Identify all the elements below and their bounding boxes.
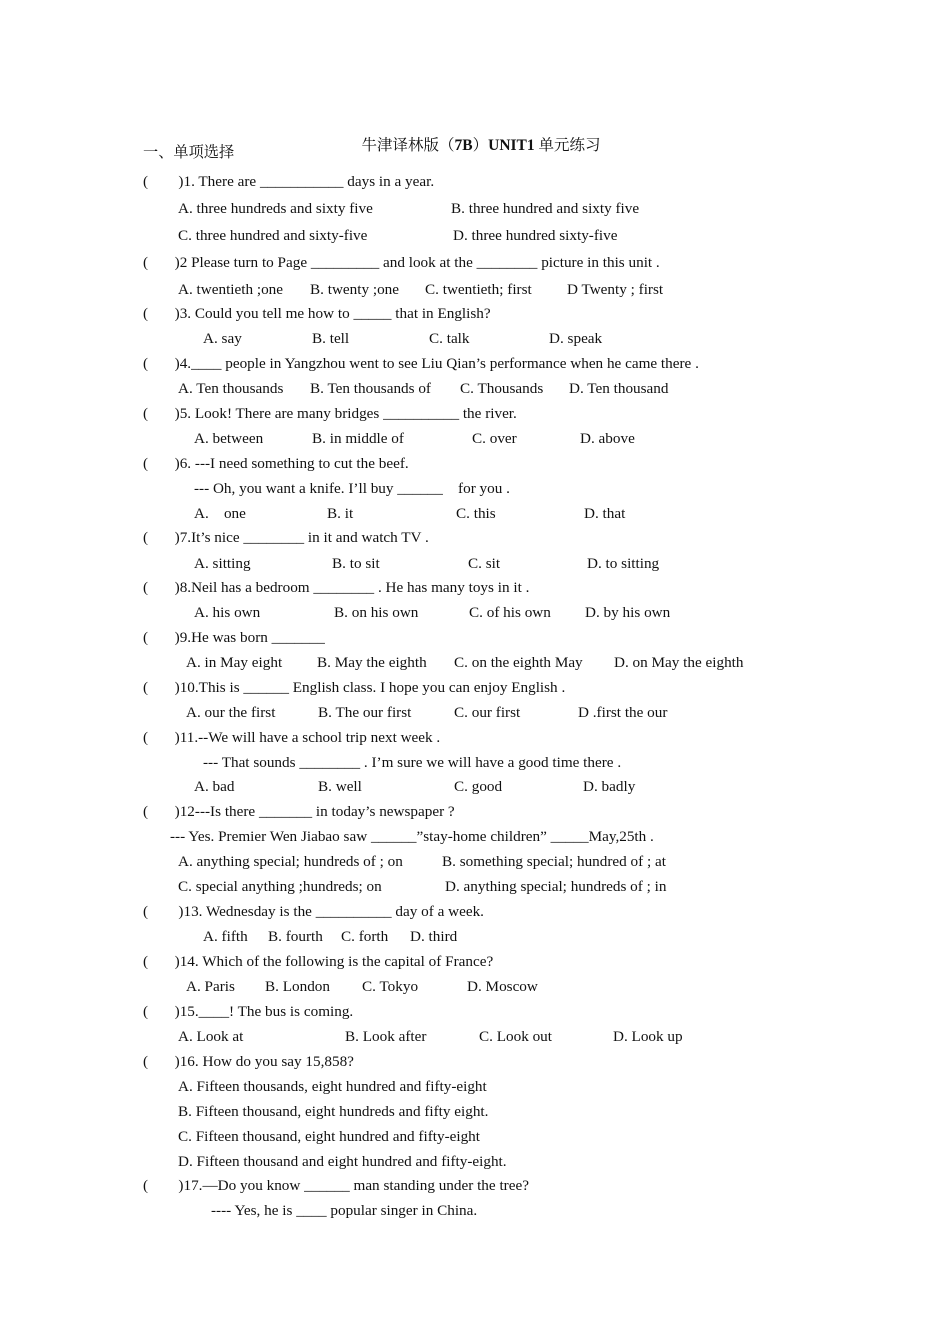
q8-option-b: B. on his own: [334, 604, 419, 621]
q13-option-d: D. third: [410, 928, 458, 945]
q6-option-a: A. one: [194, 505, 246, 522]
q15-option-c: C. Look out: [479, 1028, 552, 1045]
q14-option-b: B. London: [265, 978, 330, 995]
question-11: ( )11.--We will have a school trip next week .: [143, 729, 441, 746]
q14-option-c: C. Tokyo: [362, 978, 419, 995]
q3-option-d: D. speak: [549, 330, 603, 347]
q11-option-b: B. well: [318, 778, 362, 795]
q3-option-a: A. say: [203, 330, 242, 347]
q15-option-d: D. Look up: [613, 1028, 683, 1045]
q8-option-a: A. his own: [194, 604, 261, 621]
question-13: ( )13. Wednesday is the __________ day of a week.: [143, 903, 484, 920]
q4-option-c: C. Thousands: [460, 380, 544, 397]
q11-reply: --- That sounds ________ . I’m sure we will have a good time there .: [203, 754, 622, 771]
q3-option-b: B. tell: [312, 330, 350, 347]
q10-option-a: A. our the first: [186, 704, 276, 721]
question-5: ( )5. Look! There are many bridges __________ the river.: [143, 405, 517, 422]
q7-option-c: C. sit: [468, 555, 501, 572]
q5-option-c: C. over: [472, 430, 517, 447]
q1-option-d: D. three hundred sixty-five: [453, 227, 618, 244]
question-1: ( )1. There are ___________ days in a year.: [143, 173, 435, 190]
question-17: ( )17.—Do you know ______ man standing under the tree?: [143, 1177, 529, 1194]
q14-option-a: A. Paris: [186, 978, 235, 995]
title-code: 7B: [454, 137, 473, 154]
q5-option-a: A. between: [194, 430, 264, 447]
q4-option-a: A. Ten thousands: [178, 380, 284, 397]
q10-option-d: D .first the our: [578, 704, 668, 721]
q2-option-c: C. twentieth; first: [425, 281, 532, 298]
q12-option-a: A. anything special; hundreds of ; on: [178, 853, 403, 870]
q13-option-a: A. fifth: [203, 928, 248, 945]
q12-reply: --- Yes. Premier Wen Jiabao saw ______”stay-home children” _____May,25th .: [170, 828, 654, 845]
q8-option-d: D. by his own: [585, 604, 671, 621]
document-title: [346, 119, 601, 173]
q16-option-b: B. Fifteen thousand, eight hundreds and fifty eight.: [178, 1103, 489, 1120]
q5-option-d: D. above: [580, 430, 635, 447]
q2-option-d: D Twenty ; first: [567, 281, 664, 298]
question-8: ( )8.Neil has a bedroom ________ . He has many toys in it .: [143, 579, 530, 596]
q16-option-c: C. Fifteen thousand, eight hundred and fifty-eight: [178, 1128, 480, 1145]
q6-option-c: C. this: [456, 505, 496, 522]
q6-option-d: D. that: [584, 505, 626, 522]
q6-option-b: B. it: [327, 505, 354, 522]
question-15: ( )15.____! The bus is coming.: [143, 1003, 354, 1020]
q15-option-a: A. Look at: [178, 1028, 244, 1045]
q12-option-c: C. special anything ;hundreds; on: [178, 878, 382, 895]
q15-option-b: B. Look after: [345, 1028, 427, 1045]
q16-option-d: D. Fifteen thousand and eight hundred and fifty-eight.: [178, 1153, 507, 1170]
q10-option-c: C. our first: [454, 704, 521, 721]
section-heading: 一、单项选择: [143, 144, 235, 161]
q10-option-b: B. The our first: [318, 704, 412, 721]
question-16: ( )16. How do you say 15,858?: [143, 1053, 354, 1070]
q1-option-b: B. three hundred and sixty five: [451, 200, 640, 217]
title-mid: ）: [472, 137, 489, 154]
q9-option-a: A. in May eight: [186, 654, 283, 671]
q2-option-a: A. twentieth ;one: [178, 281, 284, 298]
q3-option-c: C. talk: [429, 330, 470, 347]
q1-option-a: A. three hundreds and sixty five: [178, 200, 373, 217]
question-3: ( )3. Could you tell me how to _____ that in English?: [143, 305, 491, 322]
title-unit: UNIT1: [488, 137, 535, 154]
q11-option-d: D. badly: [583, 778, 636, 795]
q2-option-b: B. twenty ;one: [310, 281, 400, 298]
q7-option-d: D. to sitting: [587, 555, 660, 572]
q5-option-b: B. in middle of: [312, 430, 404, 447]
q7-option-a: A. sitting: [194, 555, 251, 572]
q12-option-d: D. anything special; hundreds of ; in: [445, 878, 667, 895]
q11-option-c: C. good: [454, 778, 503, 795]
question-10: ( )10.This is ______ English class. I hope you can enjoy English .: [143, 679, 566, 696]
q9-option-d: D. on May the eighth: [614, 654, 744, 671]
q9-option-c: C. on the eighth May: [454, 654, 583, 671]
title-suffix: 单元练习: [534, 137, 601, 154]
q6-reply: --- Oh, you want a knife. I’ll buy ______ for you .: [194, 480, 510, 497]
question-4: ( )4.____ people in Yangzhou went to see Liu Qian’s performance when he came there .: [143, 355, 699, 372]
question-9: ( )9.He was born _______: [143, 629, 325, 646]
question-6: ( )6. ---I need something to cut the beef.: [143, 455, 409, 472]
question-2: ( )2 Please turn to Page _________ and look at the ________ picture in this unit .: [143, 254, 660, 271]
q7-option-b: B. to sit: [332, 555, 380, 572]
q14-option-d: D. Moscow: [467, 978, 538, 995]
q8-option-c: C. of his own: [469, 604, 551, 621]
question-14: ( )14. Which of the following is the capital of France?: [143, 953, 494, 970]
q13-option-c: C. forth: [341, 928, 389, 945]
q16-option-a: A. Fifteen thousands, eight hundred and fifty-eight: [178, 1078, 487, 1095]
q1-option-c: C. three hundred and sixty-five: [178, 227, 368, 244]
q13-option-b: B. fourth: [268, 928, 323, 945]
question-7: ( )7.It’s nice ________ in it and watch TV .: [143, 529, 429, 546]
q4-option-d: D. Ten thousand: [569, 380, 669, 397]
q9-option-b: B. May the eighth: [317, 654, 427, 671]
q17-reply: ---- Yes, he is ____ popular singer in China.: [211, 1202, 478, 1219]
question-12: ( )12---Is there _______ in today’s newspaper ?: [143, 803, 455, 820]
q11-option-a: A. bad: [194, 778, 235, 795]
q12-option-b: B. something special; hundred of ; at: [442, 853, 666, 870]
title-prefix: 牛津译林版（: [361, 137, 455, 154]
q4-option-b: B. Ten thousands of: [310, 380, 431, 397]
